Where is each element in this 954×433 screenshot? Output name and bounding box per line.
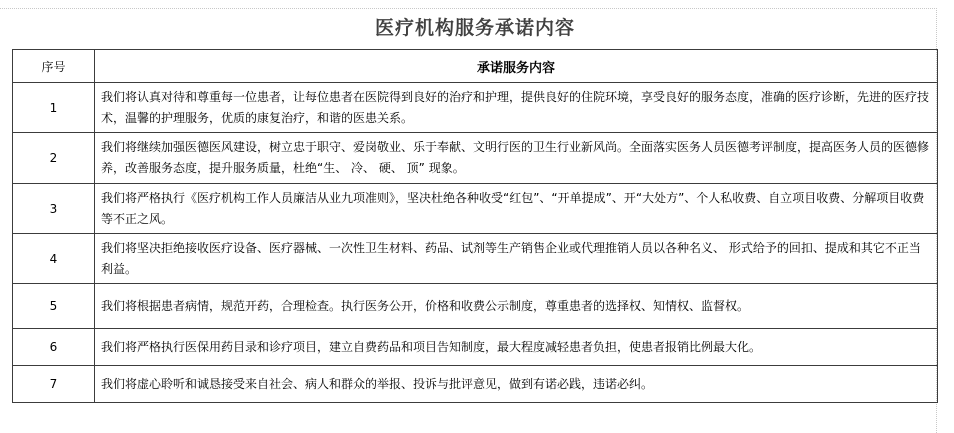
header-commitment-content[interactable]: 承诺服务内容 xyxy=(95,50,938,83)
table-header-row xyxy=(13,50,938,83)
row-number[interactable]: 6 xyxy=(13,329,95,366)
header-serial-number[interactable]: 序号 xyxy=(13,50,95,83)
sheet-gridline-top xyxy=(0,8,937,9)
row-number[interactable]: 2 xyxy=(13,133,95,184)
commitment-table xyxy=(12,49,938,403)
row-content[interactable]: 我们将根据患者病情，规范开药，合理检查。执行医务公开，价格和收费公示制度，尊重患者的选择权、知情权、监督权。 xyxy=(95,284,938,329)
row-number[interactable]: 5 xyxy=(13,284,95,329)
table-row xyxy=(13,366,938,403)
row-content[interactable]: 我们将认真对待和尊重每一位患者，让每位患者在医院得到良好的治疗和护理，提供良好的住院环境，享受良好的服务态度，准确的医疗诊断，先进的医疗技术，温馨的护理服务，优质的康复治疗，和谐的医患关系。 xyxy=(95,83,938,133)
row-content[interactable]: 我们将严格执行医保用药目录和诊疗项目，建立自费药品和项目告知制度，最大程度减轻患者负担，使患者报销比例最大化。 xyxy=(95,329,938,366)
table-row xyxy=(13,133,938,184)
page-title: 医疗机构服务承诺内容 xyxy=(374,17,575,39)
table-row xyxy=(13,329,938,366)
row-content[interactable]: 我们将继续加强医德医风建设，树立忠于职守、爱岗敬业、乐于奉献、文明行医的卫生行业新风尚。全面落实医务人员医德考评制度，提高医务人员的医德修养，改善服务态度，提升服务质量，杜绝“生、 冷、 硬、 顶” 现象。 xyxy=(95,133,938,184)
table-row xyxy=(13,234,938,284)
row-content[interactable]: 我们将坚决拒绝接收医疗设备、医疗器械、一次性卫生材料、药品、试剂等生产销售企业或代理推销人员以各种名义、 形式给予的回扣、提成和其它不正当利益。 xyxy=(95,234,938,284)
row-content[interactable]: 我们将严格执行《医疗机构工作人员廉洁从业九项准则》，坚决杜绝各种收受“红包”、“开单提成”、开“大处方”、个人私收费、自立项目收费、分解项目收费等不正之风。 xyxy=(95,184,938,234)
table-row xyxy=(13,184,938,234)
row-number[interactable]: 4 xyxy=(13,234,95,284)
table-row xyxy=(13,284,938,329)
table-row xyxy=(13,83,938,133)
row-number[interactable]: 3 xyxy=(13,184,95,234)
row-number[interactable]: 7 xyxy=(13,366,95,403)
row-content[interactable]: 我们将虚心聆听和诚恳接受来自社会、病人和群众的举报、投诉与批评意见，做到有诺必践，违诺必纠。 xyxy=(95,366,938,403)
row-number[interactable]: 1 xyxy=(13,83,95,133)
